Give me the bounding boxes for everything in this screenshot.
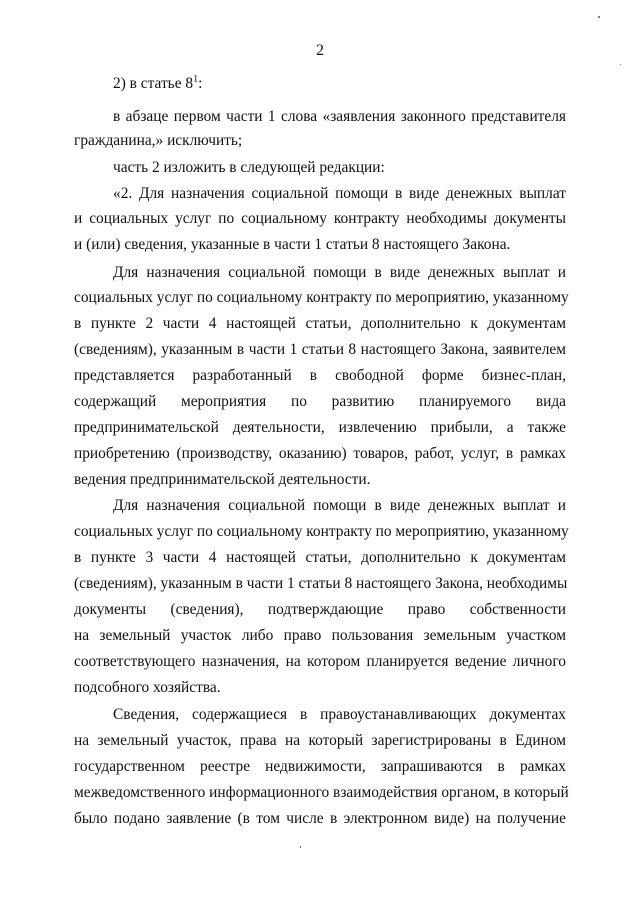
text-line: на земельный участок либо право пользования земельным участком bbox=[74, 627, 566, 644]
text-line: содержащий мероприятия по развитию планируемого вида bbox=[74, 393, 566, 410]
text-line: Для назначения социальной помощи в виде денежных выплат и bbox=[113, 264, 566, 281]
text-line: ведения предпринимательской деятельности. bbox=[74, 471, 371, 488]
text-line: «2. Для назначения социальной помощи в виде денежных выплат bbox=[113, 185, 566, 202]
text-line: представляется разработанный в свободной форме бизнес-план, bbox=[74, 367, 566, 384]
scan-speck bbox=[620, 64, 621, 65]
text-line: в пункте 2 части 4 настоящей статьи, дополнительно к документам bbox=[74, 315, 566, 332]
text-line: было подано заявление (в том числе в электронном виде) на получение bbox=[74, 810, 566, 827]
text-line: документы (сведения), подтверждающие право собственности bbox=[74, 601, 566, 618]
text-line: Сведения, содержащиеся в правоустанавливающих документах bbox=[113, 706, 566, 723]
text-line: приобретению (производству, оказанию) товаров, работ, услуг, в рамках bbox=[74, 445, 566, 462]
item-2-prefix: 2) в статье 8 bbox=[113, 75, 194, 92]
text-line: на земельный участок, права на который зарегистрированы в Едином bbox=[74, 732, 566, 749]
text-line: социальных услуг по социальному контракту по мероприятию, указанному bbox=[74, 523, 569, 540]
item-2-superscript: 1 bbox=[193, 74, 199, 85]
text-line: соответствующего назначения, на котором планируется ведение личного bbox=[74, 653, 566, 670]
text-line: социальных услуг по социальному контракту по мероприятию, указанному bbox=[74, 289, 569, 306]
text-line: государственном реестре недвижимости, запрашиваются в рамках bbox=[74, 758, 566, 775]
item-2-suffix: : bbox=[198, 75, 203, 92]
text-line: и социальных услуг по социальному контракту необходимы документы bbox=[74, 210, 566, 227]
text-line: в пункте 3 части 4 настоящей статьи, дополнительно к документам bbox=[74, 549, 566, 566]
text-line: (сведениям), указанным в части 1 статьи 8 настоящего Закона, заявителем bbox=[74, 341, 566, 358]
text-line: подсобного хозяйства. bbox=[74, 679, 221, 696]
text-line: межведомственного информационного взаимодействия органом, в который bbox=[74, 784, 569, 801]
text-line: и (или) сведения, указанные в части 1 статьи 8 настоящего Закона. bbox=[74, 236, 511, 253]
text-line: в абзаце первом части 1 слова «заявления законного представителя bbox=[113, 108, 566, 125]
item-2-heading bbox=[113, 74, 202, 94]
text-line: часть 2 изложить в следующей редакции: bbox=[113, 159, 385, 176]
page-number: 2 bbox=[316, 42, 324, 59]
text-line: предпринимательской деятельности, извлечению прибыли, а также bbox=[74, 419, 566, 436]
scan-speck bbox=[598, 16, 600, 18]
text-line: гражданина,» исключить; bbox=[74, 132, 243, 149]
text-line: (сведениям), указанным в части 1 статьи 8 настоящего Закона, необходимы bbox=[74, 575, 568, 592]
scan-speck bbox=[300, 846, 301, 848]
text-line: Для назначения социальной помощи в виде денежных выплат и bbox=[113, 497, 566, 514]
